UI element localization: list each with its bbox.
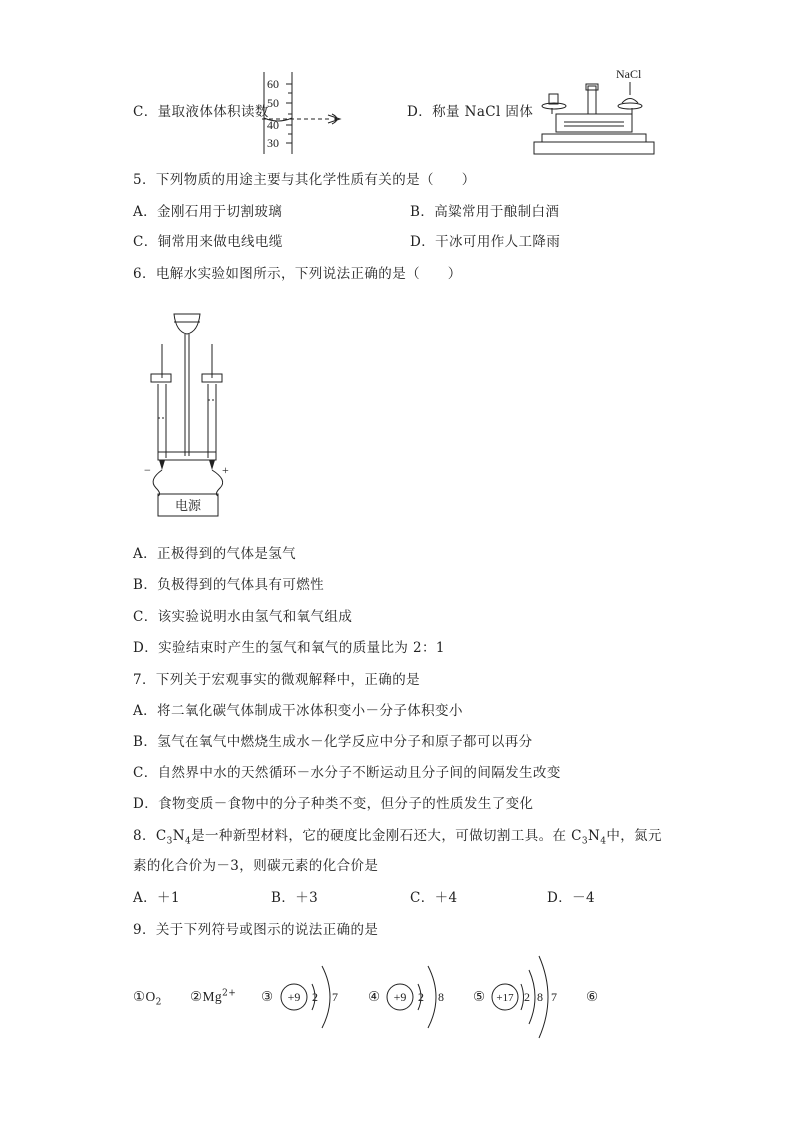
q9-item-3-number: ③ [261, 989, 274, 1005]
q9-item-1: $①O_2$ [133, 989, 162, 1008]
q7-option-c: C．自然界中水的天然循环－水分子不断运动且分子间的间隔发生改变 [133, 765, 561, 781]
connecting-tube [158, 452, 216, 460]
left-valve [151, 374, 171, 382]
plus-sign: + [222, 463, 229, 477]
reservoir-funnel [174, 314, 200, 334]
shell-count-1: 2 [418, 990, 424, 1004]
right-pan [618, 103, 642, 109]
q7-stem: 7．下列关于宏观事实的微观解释中，正确的是 [133, 672, 420, 688]
electrolysis-apparatus-figure [138, 308, 242, 520]
q8-option-b: B．＋3 [271, 890, 319, 906]
nucleus-charge: +9 [287, 990, 301, 1004]
nacl-pile [622, 99, 638, 104]
q7-option-b: B．氢气在氧气中燃烧生成水－化学反应中分子和原子都可以再分 [133, 734, 533, 750]
q9-stem: 9．关于下列符号或图示的说法正确的是 [133, 922, 379, 938]
atom-structure-1 [278, 960, 350, 1034]
q5-option-a: A．金刚石用于切割玻璃 [133, 204, 283, 220]
shell-count-1: 2 [524, 990, 530, 1004]
shell-count-1: 2 [312, 990, 318, 1004]
atom-structure-3 [489, 952, 575, 1042]
q8-stem-line2: 素的化合价为－3，则碳元素的化合价是 [133, 858, 379, 874]
cylinder-tick-30: 30 [267, 136, 279, 150]
nucleus-charge: +9 [393, 990, 407, 1004]
anode [209, 460, 215, 470]
q8-stem-line1: 8．$C_3N_4$是一种新型材料，它的硬度比金刚石还大，可做切割工具。在 $C_3N_4$中，氮元 [133, 828, 662, 847]
balance-nacl-label: NaCl [616, 67, 642, 81]
balance-base [534, 142, 654, 154]
cylinder-ticks [286, 84, 292, 143]
weight-icon [549, 94, 558, 104]
minus-sign: − [144, 463, 151, 477]
cylinder-tick-60: 60 [267, 77, 279, 91]
q9-item-6-number: ⑥ [586, 989, 599, 1005]
q6-stem: 6．电解水实验如图所示，下列说法正确的是（ ） [133, 266, 462, 282]
power-source-label: 电源 [174, 499, 202, 514]
left-wire [153, 470, 162, 496]
balance-beam-box [556, 114, 632, 132]
shell-count-3: 7 [551, 990, 557, 1004]
q5-option-c: C．铜常用来做电线电缆 [133, 234, 283, 250]
q9-item-5-number: ⑤ [473, 989, 486, 1005]
q8-option-a: A．＋1 [133, 890, 180, 906]
q9-item-2: $②Mg^{2+}$ [190, 988, 237, 1005]
q5-option-b: B．高粱常用于酿制白酒 [410, 204, 560, 220]
q6-option-c: C．该实验说明水由氢气和氧气组成 [133, 609, 353, 625]
atom-structure-2 [384, 960, 456, 1034]
q8-option-c: C．＋4 [410, 890, 458, 906]
nucleus-charge: +17 [496, 992, 514, 1004]
q5-stem: 5．下列物质的用途主要与其化学性质有关的是（ ） [133, 172, 476, 188]
q7-option-d: D．食物变质－食物中的分子种类不变，但分子的性质发生了变化 [133, 796, 534, 812]
q4-option-c: C．量取液体体积读数 [133, 104, 269, 120]
q6-option-d: D．实验结束时产生的氢气和氧气的质量比为 2：1 [133, 640, 445, 656]
shell-count-2: 8 [438, 990, 444, 1004]
q5-option-d: D．干冰可用作人工降雨 [410, 234, 561, 250]
balance-scale-figure [530, 62, 660, 160]
graduated-cylinder-reading-figure [256, 68, 352, 158]
q6-option-b: B．负极得到的气体具有可燃性 [133, 577, 325, 593]
cylinder-tick-40: 40 [267, 118, 279, 132]
q8-option-d: D．－4 [547, 890, 596, 906]
q4-option-d: D．称量 NaCl 固体 [407, 104, 534, 120]
q9-item-4-number: ④ [368, 989, 381, 1005]
q6-option-a: A．正极得到的气体是氢气 [133, 546, 297, 562]
cathode [159, 460, 165, 470]
shell-count-2: 7 [332, 990, 338, 1004]
shell-count-2: 8 [537, 990, 543, 1004]
q7-option-a: A．将二氧化碳气体制成干冰体积变小－分子体积变小 [133, 703, 463, 719]
eye-icon [328, 115, 340, 123]
cylinder-tick-50: 50 [267, 96, 279, 110]
